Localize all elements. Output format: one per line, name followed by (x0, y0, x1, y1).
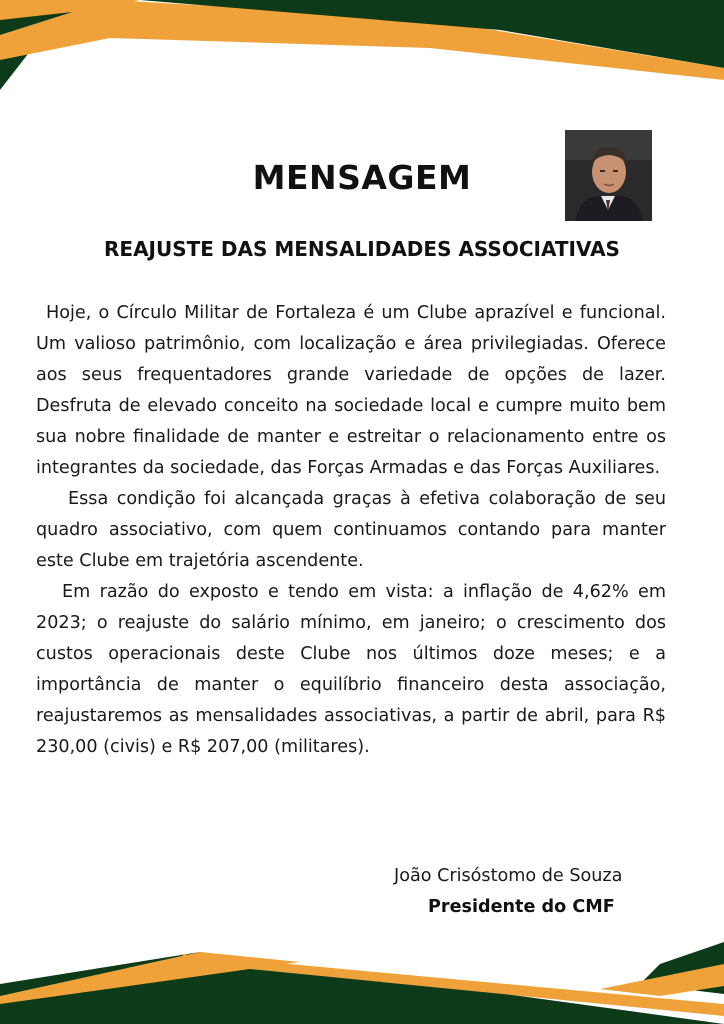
page-title: MENSAGEM (252, 158, 472, 197)
paragraph-3: Em razão do exposto e tendo em vista: a inflação de 4,62% em 2023; o reajuste do salário mínimo, em janeiro; o crescimento dos custos operacionais deste Clube nos últimos doze meses; e a importância de manter o equilíbrio financeiro desta associação, reajustaremos as mensalidades associativas, a partir de abril, para R$ 230,00 (civis) e R$ 207,00 (militares). (36, 582, 666, 757)
page-subtitle: REAJUSTE DAS MENSALIDADES ASSOCIATIVAS (104, 237, 620, 261)
paragraph-1: Hoje, o Círculo Militar de Fortaleza é um Clube aprazível e funcional. Um valioso patrimônio, com localização e área privilegiadas. Oferece aos seus frequentadores grande variedade de opções de lazer. Desfruta de elevado conceito na sociedade local e cumpre muito bem sua nobre finalidade de manter e estreitar o relacionamento entre os integrantes da sociedade, das Forças Armadas e das Forças Auxiliares. (36, 303, 666, 478)
top-decorative-band (0, 0, 724, 100)
paragraph-2: Essa condição foi alcançada graças à efetiva colaboração de seu quadro associativo, com quem continuamos contando para manter este Clube em trajetória ascendente. (36, 489, 666, 571)
signature-name: João Crisóstomo de Souza (394, 866, 623, 886)
bottom-decorative-band (0, 934, 724, 1024)
message-body (36, 298, 666, 763)
signature-role: Presidente do CMF (428, 897, 615, 917)
